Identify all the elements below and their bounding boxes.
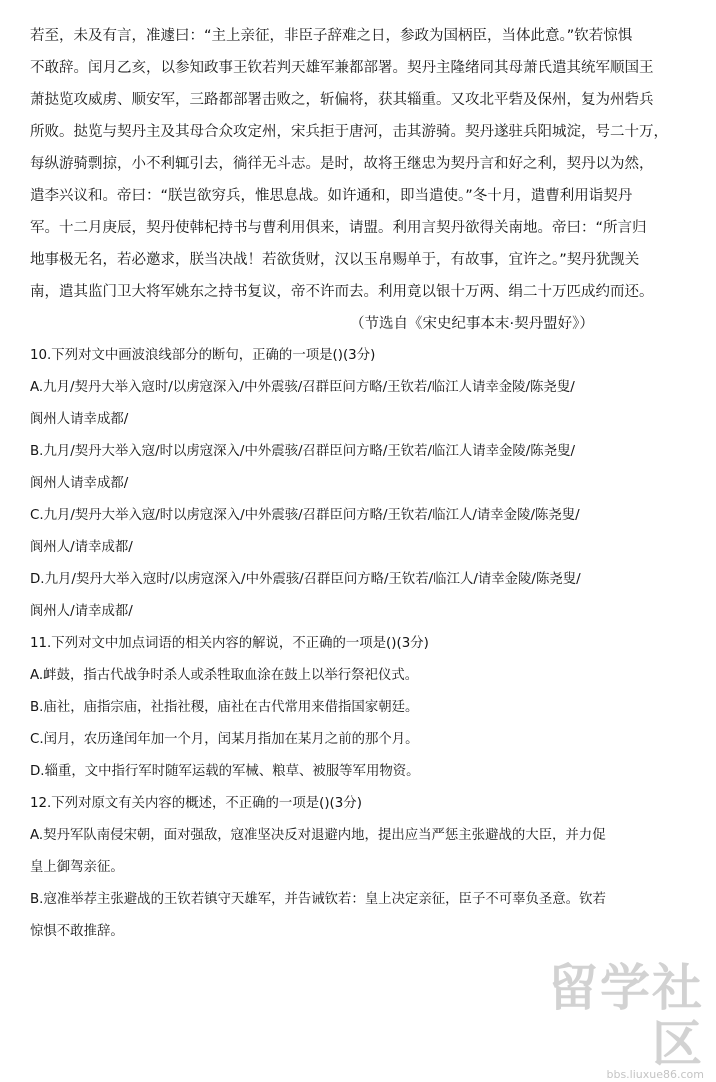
passage-line: 南，遣其监门卫大将军姚东之持书复议，帝不许而去。利用竟以银十万两、绢二十万匹成约而还。 [30, 284, 654, 300]
question-title: 11.下列对文中加点词语的相关内容的解说，不正确的一项是()(3分) [30, 636, 429, 651]
passage-line: 遣李兴议和。帝曰：“朕岂欲穷兵，惟思息战。如许通和，即当遣使。”冬十月，遣曹利用诣契丹 [30, 188, 633, 204]
watermark-logo-text: 留学社区 [548, 959, 704, 1073]
passage-source: （节选自《宋史纪事本末·契丹盟好》） [350, 316, 594, 332]
option-d-line-1: D.九月/契丹大举入寇时/以虏寇深入/中外震骇/召群臣问方略/王钦若/临江人/请幸金陵/陈尧叟/ [30, 572, 581, 587]
passage-line: 萧挞览攻威虏、顺安军，三路都部署击败之，斩偏将，获其辎重。又攻北平砦及保州，复为州砦兵 [30, 92, 654, 108]
passage-line: 所败。挞览与契丹主及其母合众攻定州，宋兵拒于唐河，击其游骑。契丹遂驻兵阳城淀，号二十万， [30, 124, 668, 140]
option-a-line-2: 皇上御驾亲征。 [30, 860, 124, 875]
question-title: 12.下列对原文有关内容的概述，不正确的一项是()(3分) [30, 796, 362, 811]
option-d: D.辎重，文中指行军时随军运载的军械、粮草、被服等军用物资。 [30, 764, 420, 779]
option-c-line-2: 阆州人/请幸成都/ [30, 540, 133, 555]
option-d-line-2: 阆州人/请幸成都/ [30, 604, 133, 619]
option-b-line-1: B.九月/契丹大举入寇/时以虏寇深入/中外震骇/召群臣问方略/王钦若/临江人请幸金陵/陈尧叟/ [30, 444, 575, 459]
option-a: A.衅鼓，指古代战争时杀人或杀牲取血涂在鼓上以举行祭祀仪式。 [30, 668, 419, 683]
option-a-line-1: A.契丹军队南侵宋朝，面对强敌，寇准坚决反对退避内地，提出应当严惩主张避战的大臣，并力促 [30, 828, 606, 843]
passage-line: 若至，未及有言，准遽曰：“主上亲征，非臣子辞难之日，参政为国柄臣，当体此意。”钦若惊惧 [30, 28, 633, 44]
passage-line: 不敢辞。闰月乙亥，以参知政事王钦若判天雄军兼都部署。契丹主隆绪同其母萧氏遣其统军顺国王 [30, 60, 654, 76]
passage-line: 地事极无名，若必邀求，朕当决战！若欲货财，汉以玉帛赐单于，有故事，宜许之。”契丹犹觊关 [30, 252, 640, 268]
option-b: B.庙社，庙指宗庙，社指社稷，庙社在古代常用来借指国家朝廷。 [30, 700, 419, 715]
option-c-line-1: C.九月/契丹大举入寇/时以虏寇深入/中外震骇/召群臣问方略/王钦若/临江人/请幸金陵/陈尧叟/ [30, 508, 580, 523]
site-watermark [529, 959, 704, 1081]
option-b-line-2: 阆州人请幸成都/ [30, 476, 129, 491]
question-title: 10.下列对文中画波浪线部分的断句，正确的一项是()(3分) [30, 348, 376, 363]
option-a-line-2: 阆州人请幸成都/ [30, 412, 129, 427]
option-a-line-1: A.九月/契丹大举入寇时/以虏寇深入/中外震骇/召群臣问方略/王钦若/临江人请幸金陵/陈尧叟/ [30, 380, 575, 395]
option-c: C.闰月，农历逢闰年加一个月，闰某月指加在某月之前的那个月。 [30, 732, 419, 747]
watermark-url: bbs.liuxue86.com [606, 1068, 704, 1081]
passage-line: 军。十二月庚辰，契丹使韩杞持书与曹利用俱来，请盟。利用言契丹欲得关南地。帝曰：“所言归 [30, 220, 647, 236]
option-b-line-1: B.寇准举荐主张避战的王钦若镇守天雄军，并告诫钦若：皇上决定亲征，臣子不可辜负圣意。钦若 [30, 892, 606, 907]
passage-line: 每纵游骑剽掠，小不利辄引去，徜徉无斗志。是时，故将王继忠为契丹言和好之利，契丹以为然， [30, 156, 654, 172]
option-b-line-2: 惊惧不敢推辞。 [30, 924, 124, 939]
